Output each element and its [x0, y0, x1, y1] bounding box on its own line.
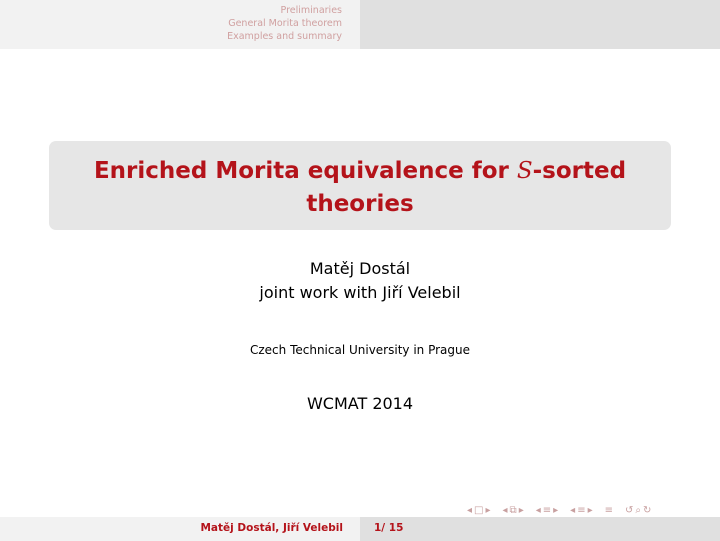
nav-section-general-morita[interactable]: General Morita theorem [228, 18, 342, 29]
headline-right-panel [360, 0, 720, 49]
page-number: 1/ 15 [374, 522, 404, 534]
nav-section-preliminaries[interactable]: Preliminaries [280, 5, 342, 16]
footline-bar [0, 517, 720, 541]
author-joint: joint work with Jiří Velebil [259, 283, 461, 302]
nav-left-arrow-icon[interactable]: ◂ [467, 504, 473, 516]
title-box [49, 141, 671, 230]
subsection-icon[interactable]: ⧉ [509, 504, 517, 516]
nav-right-arrow-icon[interactable]: ▸ [518, 504, 524, 516]
search-icon[interactable]: ⌕ [635, 504, 642, 516]
subsection-list-icon[interactable]: ≡ [577, 504, 586, 516]
date: WCMAT 2014 [306, 394, 414, 413]
section-icon[interactable]: ≡ [542, 504, 552, 516]
title-part2: -sorted [532, 158, 627, 184]
footline-right-panel [360, 517, 720, 541]
nav-left-arrow-icon[interactable]: ◂ [502, 504, 508, 516]
footer-author: Matěj Dostál, Jiří Velebil [200, 522, 343, 534]
title-italic-s: S [516, 158, 533, 184]
headline-bar [0, 0, 720, 49]
align-icon[interactable]: ≡ [604, 504, 614, 516]
author-name: Matěj Dostál [309, 259, 411, 278]
loop-icon[interactable]: ↻ [643, 504, 652, 516]
nav-right-arrow-icon[interactable]: ▸ [485, 504, 491, 516]
nav-section-examples[interactable]: Examples and summary [227, 31, 342, 42]
institute: Czech Technical University in Prague [249, 343, 470, 357]
headline-left-panel [0, 0, 360, 49]
author-block [0, 257, 720, 305]
nav-left-arrow-icon[interactable]: ◂ [535, 504, 541, 516]
title-part1: Enriched Morita equivalence for [93, 158, 517, 184]
frame-icon[interactable]: □ [474, 504, 484, 516]
title-line2: theories [306, 191, 414, 217]
footline-left-panel [0, 517, 360, 541]
slide-title [49, 155, 671, 221]
nav-left-arrow-icon[interactable]: ◂ [570, 504, 576, 516]
nav-right-arrow-icon[interactable]: ▸ [587, 504, 593, 516]
navigation-symbols [466, 502, 716, 518]
loop-icon[interactable]: ↺ [625, 504, 634, 516]
nav-right-arrow-icon[interactable]: ▸ [553, 504, 559, 516]
